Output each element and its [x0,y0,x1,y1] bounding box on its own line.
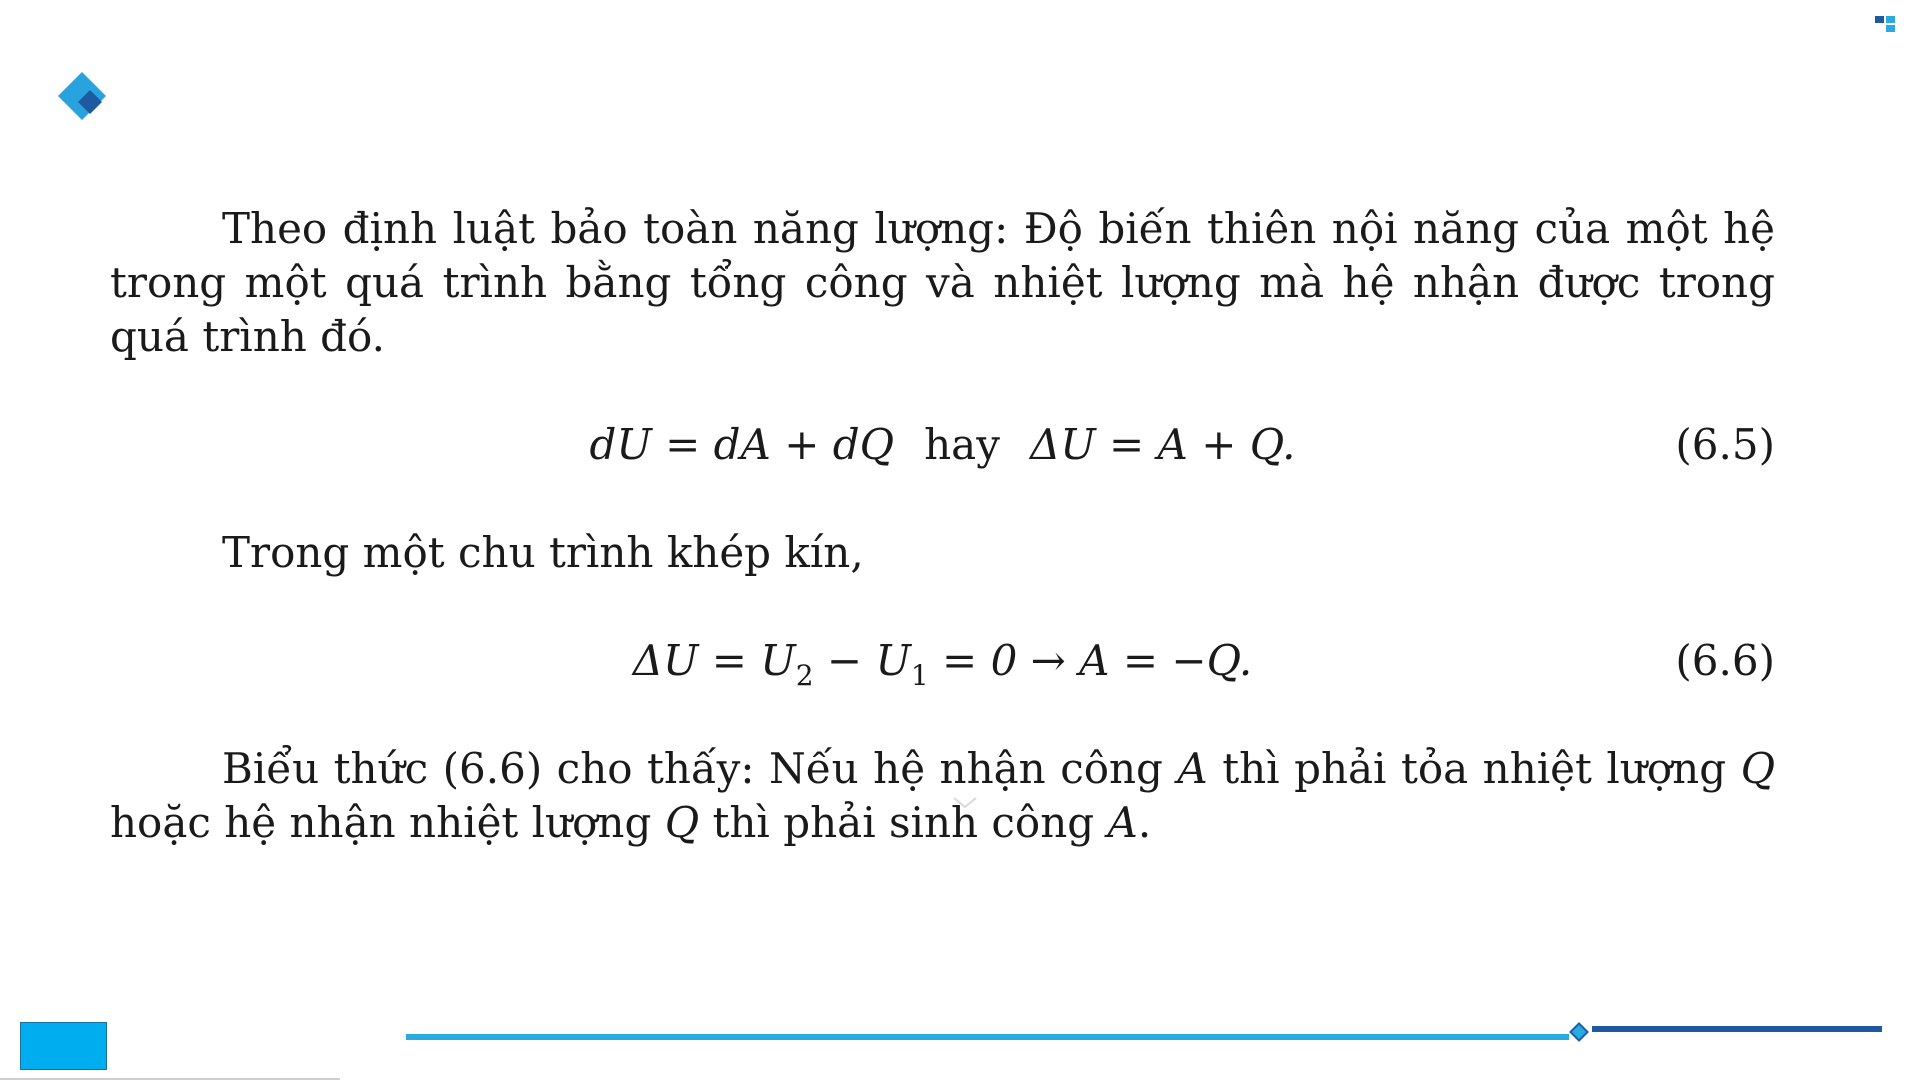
p3-var-a: A [1177,744,1208,793]
p3-var-a-2: A [1107,798,1138,847]
p3-text-4: thì phải sinh công [699,798,1108,847]
p3-var-q: Q [1740,744,1775,793]
paragraph-energy-conservation: Theo định luật bảo toàn năng lượng: Độ biến thiên nội năng của một hệ trong một quá trình bằng tổng công và nhiệt lượng mà hệ nhận được trong quá trình đó. [110,204,1775,361]
equation-6-6-number: (6.6) [1675,636,1775,685]
slide-content [110,202,1775,850]
p3-text-5: . [1137,798,1152,847]
footer-accent-box [20,1022,107,1070]
equation-6-5-number: (6.5) [1675,420,1775,469]
equation-6-5-connector: hay [924,420,1000,469]
footer-diamond-icon [1569,1022,1589,1042]
equation-6-6-part3: = 0 → A = −Q. [928,636,1253,685]
equation-6-6-sub1: 2 [795,659,814,692]
equation-6-5-left: dU = dA + dQ [589,420,895,469]
equation-6-6 [110,634,1775,692]
equation-6-5-right: ΔU = A + Q. [1029,420,1296,469]
fullscreen-toggle-icon[interactable] [1875,14,1897,36]
p3-text-3: hoặc hệ nhận nhiệt lượng [110,798,665,847]
p3-text-2: thì phải tỏa nhiệt lượng [1207,744,1741,793]
p3-var-q-2: Q [664,798,700,847]
equation-6-6-part2: − U [813,636,911,685]
paragraph-expression-meaning [110,742,1775,850]
p3-text-1: Biểu thức (6.6) cho thấy: Nếu hệ nhận công [222,744,1178,793]
chevron-down-icon[interactable] [952,796,978,810]
footer-bottom-divider [0,1078,340,1080]
equation-6-6-part1: ΔU = U [632,636,796,685]
paragraph-closed-cycle: Trong một chu trình khép kín, [222,528,864,577]
equation-6-5 [110,418,1775,472]
logo-diamond-icon [56,70,108,122]
equation-6-6-sub2: 1 [910,659,929,692]
footer-dark-line [1592,1026,1882,1032]
footer-progress-line [406,1034,1569,1040]
